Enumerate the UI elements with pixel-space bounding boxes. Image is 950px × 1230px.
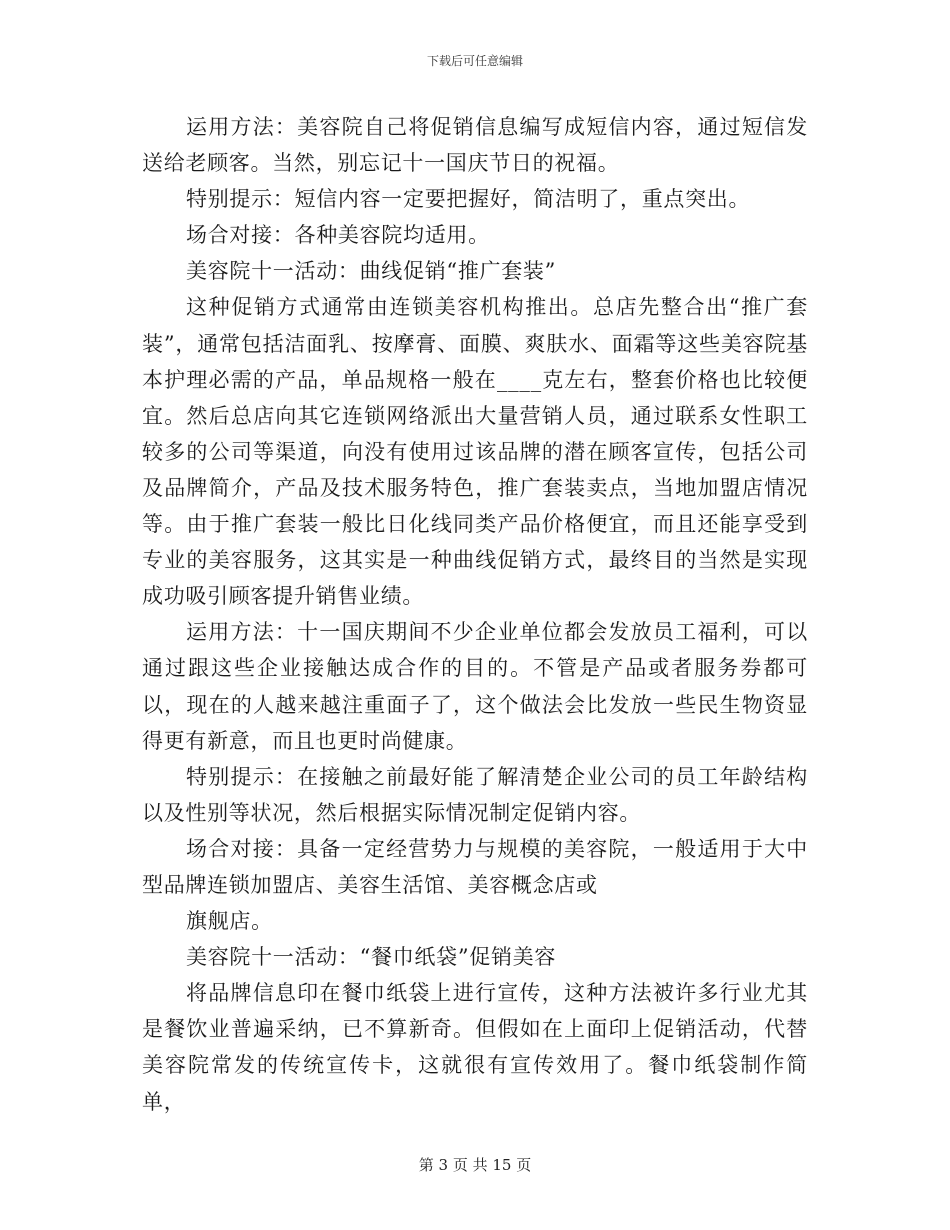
paragraph: 运用方法：十一国庆期间不少企业单位都会发放员工福利，可以通过跟这些企业接触达成合作的目的。不管是产品或者服务券都可以，现在的人越来越注重面子了，这个做法会比发放一些民生物资显得更有新意，而且也更时尚健康。: [142, 620, 808, 753]
section-heading: 美容院十一活动：“餐巾纸袋”促销美容: [186, 945, 557, 970]
document-body: [142, 109, 808, 1120]
section-heading: 美容院十一活动：曲线促销“推广套装”: [186, 259, 557, 284]
paragraph: 场合对接：各种美容院均适用。: [186, 223, 490, 248]
paragraph: 运用方法：美容院自己将促销信息编写成短信内容，通过短信发送给老顾客。当然，别忘记十一国庆节日的祝福。: [142, 115, 808, 176]
paragraph: 特别提示：短信内容一定要把握好，简洁明了，重点突出。: [186, 187, 751, 212]
paragraph: 场合对接：具备一定经营势力与规模的美容院，一般适用于大中型品牌连锁加盟店、美容生活馆、美容概念店或: [142, 836, 808, 897]
page-header: 下载后可任意编辑: [426, 54, 523, 68]
paragraph: 这种促销方式通常由连锁美容机构推出。总店先整合出“推广套装”，通常包括洁面乳、按摩膏、面膜、爽肤水、面霜等这些美容院基本护理必需的产品，单品规格一般在____克左右，整套价格也比较便宜。然后总店向其它连锁网络派出大量营销人员，通过联系女性职工较多的公司等渠道，向没有使用过该品牌的潜在顾客宣传，包括公司及品牌简介，产品及技术服务特色，推广套装卖点，当地加盟店情况等。由于推广套装一般比日化线同类产品价格便宜，而且还能享受到专业的美容服务，这其实是一种曲线促销方式，最终目的当然是实现成功吸引顾客提升销售业绩。: [142, 295, 808, 609]
paragraph: 将品牌信息印在餐巾纸袋上进行宣传，这种方法被许多行业尤其是餐饮业普遍采纳，已不算新奇。但假如在上面印上促销活动，代替美容院常发的传统宣传卡，这就很有宣传效用了。餐巾纸袋制作简单，: [142, 981, 808, 1114]
paragraph: 旗舰店。: [186, 909, 273, 934]
paragraph: 特别提示：在接触之前最好能了解清楚企业公司的员工年龄结构以及性别等状况，然后根据实际情况制定促销内容。: [142, 764, 808, 825]
page-footer: 第 3 页 共 15 页: [418, 1156, 532, 1174]
